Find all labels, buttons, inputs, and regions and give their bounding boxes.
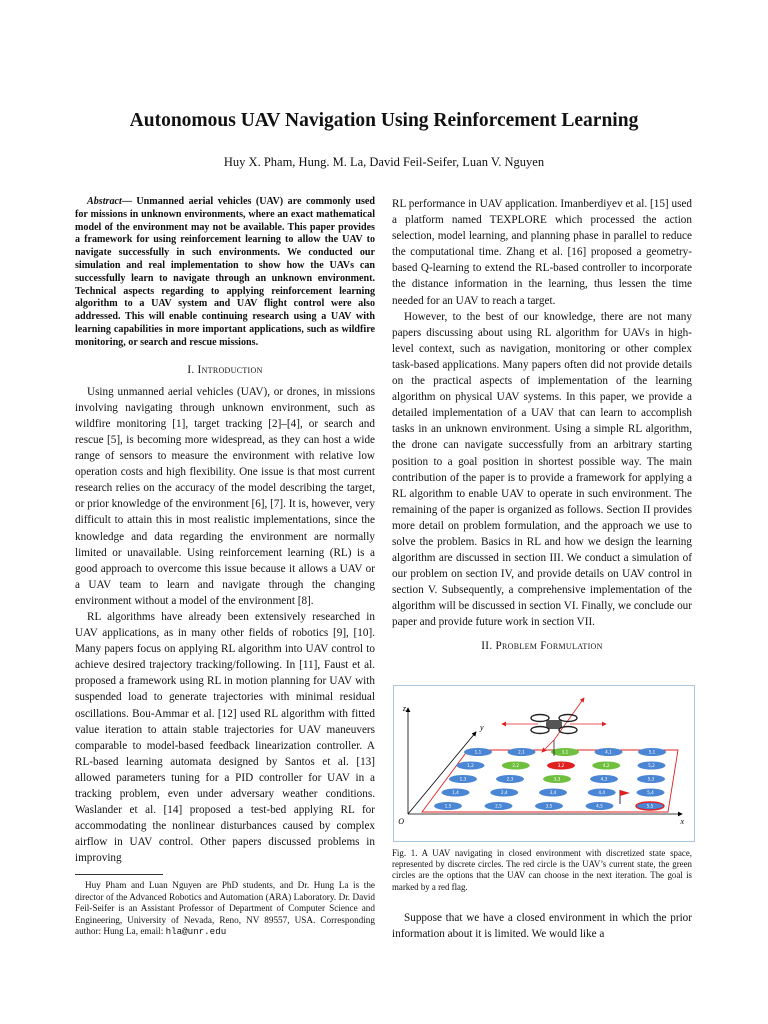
state-circle-label: 4,5 <box>596 803 603 809</box>
drone-rotor-3 <box>531 727 549 734</box>
state-circle-label: 3,4 <box>549 790 557 796</box>
flag-cloth-icon <box>620 790 630 796</box>
axis-y-label: y <box>480 723 484 732</box>
footnote-rule <box>75 874 163 875</box>
origin-label: O <box>398 817 404 826</box>
state-circle-label: 3,3 <box>553 776 561 782</box>
state-circle-label: 1,1 <box>474 749 482 755</box>
drone-rotor-1 <box>531 715 549 722</box>
right-paragraph-1: RL performance in UAV application. Imanberdiyev et al. [15] used a platform named TEXPLORE which processed the action selection, model learning, and planning phase in parallel to reduce the computational time. Zhang et al. [16] proposed a geometry-based Q-learning to extend the RL-based controller to incorporate the distance information in the learning, thus lessen the time needed for an UAV to reach a target. <box>392 198 692 307</box>
intro-paragraph-2: RL algorithms have already been extensively researched in UAV applications, as in many other fields of robotics [9], [10]. Many papers focus on applying RL algorithm into UAV control to achieve desired trajectory tracking/following. In [11], Faust et al. proposed a framework using RL in motion planning for UAV with suspended load to generate trajectories with minimal residual oscillations. Bou-Ammar et al. [12] used RL algorithm with fitted value iteration to attain stable trajectories for UAV maneuvers comparable to model-based feedback linearization controller. A RL-based learning automata designed by Santos et al. [13] allowed parameters tuning for a PID controller for UAV in a tracking problem, even under adversary weather conditions. Waslander et al. [14] proposed a test-bed applying RL for accommodating the nonlinear disturbances caused by complex airflow in UAV control. Other papers discussed problems in improving <box>75 610 375 865</box>
state-circle-label: 1,2 <box>467 763 474 769</box>
right-paragraph-2: However, to the best of our knowledge, there are not many papers discussing about using RL algorithm for UAVs in high-level context, such as navigation, monitoring or other complex task-based applications. Many papers often did not provide details on the practical aspects of implementation of the learning algorithm on physical UAV systems. In this paper, we provide a detailed implementation of a UAV that can learn to accomplish tasks in an unknown environment. Using a simple RL algorithm, the drone can navigate successfully from an arbitrary starting position to a goal position in shortest possible way. The main contribution of the paper is to provide a framework for applying a RL algorithm to enable UAV to operate in such environment. The remaining of the paper is organized as follows. Section II provides more detail on problem formulation, and the approach we use to solve the problem. Basics in RL and how we design the learning algorithm are discussed in section III. We conduct a simulation of our problem on section IV, and provide details on UAV control in section V. Subsequently, a comprehensive implementation of the algorithm will be discussed in section VI. Finally, we conclude our paper and provide future work in section VII. <box>392 310 692 629</box>
state-circle-label: 2,3 <box>506 776 514 782</box>
state-circle-label: 3,5 <box>545 803 553 809</box>
state-circle-label: 5,3 <box>647 776 655 782</box>
state-circle-label: 1,3 <box>459 776 467 782</box>
state-circle-label: 1,5 <box>444 803 452 809</box>
state-circle-label: 3,2 <box>557 763 565 769</box>
state-circle-label: 5,2 <box>648 763 655 769</box>
state-circle-label: 2,5 <box>495 803 502 809</box>
state-circle-label: 4,2 <box>602 763 610 769</box>
figure-1-caption: Fig. 1. A UAV navigating in closed environment with discretized state space, represented by discrete circles. The red circle is the UAV’s current state, the green circles are the options that the UAV can choose in the next iteration. The goal is marked by a red flag. <box>392 848 692 892</box>
state-circle-label: 5,1 <box>648 749 656 755</box>
state-circle-label: 2,1 <box>518 749 525 755</box>
state-circle-label: 3,1 <box>561 749 569 755</box>
section-heading-problem-formulation: II. Problem Formulation <box>481 639 603 652</box>
state-grid <box>434 748 666 810</box>
abstract <box>75 196 375 350</box>
axis-x-label: x <box>680 817 684 826</box>
footnote-text: Huy Pham and Luan Nguyen are PhD students, and Dr. Hung La is the director of the Advanced Robotics and Automation (ARA) Laboratory. Dr. David Feil-Seifer is an Assistant Professor of Department of Computer Science and Engineering, University of Nevada, Reno, NV 89557, USA. Corresponding author: Hung La, email: <box>75 880 375 937</box>
y-axis <box>408 732 476 814</box>
right-column <box>392 196 692 660</box>
figure-1-diagram <box>394 686 694 841</box>
problem-paragraph-1-text: Suppose that we have a closed environment in which the prior information about it is limited. We would like a <box>392 912 692 941</box>
figure-1 <box>393 685 695 842</box>
state-circle-label: 4,1 <box>605 749 612 755</box>
author-footnote <box>75 880 375 938</box>
state-circle-label: 2,2 <box>512 763 520 769</box>
uav-drone <box>502 698 606 756</box>
problem-paragraph-1 <box>392 910 692 942</box>
state-circle-label: 4,3 <box>600 776 608 782</box>
intro-paragraph-1: Using unmanned aerial vehicles (UAV), or drones, in missions involving navigating through unknown environment, such as wildfire monitoring [1], target tracking [2]–[4], or search and rescue [5], is becoming more widespread, as they can host a wide range of sensors to measure the environment with relative low operation costs and high flexibility. One issue is that most current research relies on the accuracy of the model describing the target, or prior knowledge of the environment [6], [7]. It is, however, very difficult to attain this in most realistic implementations, since the knowledge and data regarding the environment are normally limited or unavailable. Using reinforcement learning (RL) is a good approach to overcome this issue because it allows a UAV or a UAV team to learn and navigate through the changing environment without a model of the environment [8]. <box>75 385 375 607</box>
section-heading-introduction: I. Introduction <box>187 363 263 376</box>
paper-authors: Huy X. Pham, Hung. M. La, David Feil-Seifer, Luan V. Nguyen <box>223 155 545 169</box>
left-column <box>75 196 375 866</box>
drone-body <box>546 720 562 729</box>
footnote-email[interactable]: hla@unr.edu <box>165 926 227 938</box>
drone-rotor-4 <box>559 727 577 734</box>
paper-title: Autonomous UAV Navigation Using Reinforcement Learning <box>129 110 639 131</box>
state-circle-label: 4,4 <box>598 790 606 796</box>
state-circle-label: 5,4 <box>647 790 654 796</box>
state-circle-label: 1,4 <box>452 790 459 796</box>
state-circle-label: 5,5 <box>646 803 654 809</box>
abstract-text: — Unmanned aerial vehicles (UAV) are commonly used for missions in unknown environments, where an exact mathematical model of the environment may not be available. This paper provides a framework for using reinforcement learning to allow the UAV to navigate successfully in such environments. We conducted our simulation and real implementation to show how the UAVs can successfully learn to navigate through an unknown environment. Technical aspects regarding to applying reinforcement learning algorithm to a UAV system and UAV flight control were also addressed. This will enable continuing research using a UAV with learning capabilities in more important applications, such as wildfire monitoring, or search and rescue missions. <box>75 196 375 348</box>
state-circle-label: 2,4 <box>500 790 508 796</box>
abstract-label: Abstract <box>87 196 122 207</box>
goal-flag <box>620 790 630 804</box>
axis-z-label: z <box>402 704 406 713</box>
